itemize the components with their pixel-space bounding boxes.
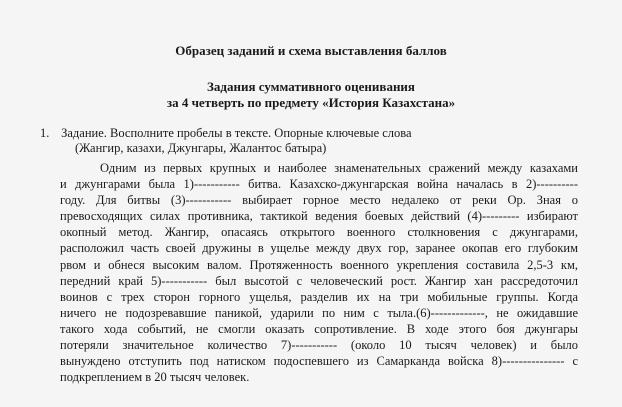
passage-line: году. Для битвы (3)----------- выбирает горное место недалеко от реки Ор. Зная о [60, 193, 578, 208]
passage-text [60, 160, 578, 385]
passage-line: воинов с трех сторон горного ущелья, разделив их на три мобильные группы. Когда [60, 289, 578, 304]
passage-line: потеряли значительное количество 7)----------- (около 10 тысяч человек) и было [60, 338, 578, 353]
passage-line: расположил часть своей дружины в ущелье между двух гор, заранее окопав его глубоким [60, 241, 578, 256]
task-instruction [40, 125, 412, 141]
passage-line: такого хода событий, не смогли оказать сопротивление. В ходе этого боя джунгары [60, 321, 578, 336]
task-instruction-text: Задание. Восполните пробелы в тексте. Опорные ключевые слова [61, 126, 412, 140]
task-keywords: (Жангир, казахи, Джунгары, Жалантос батыра) [75, 141, 327, 155]
document-title: Образец заданий и схема выставления баллов [175, 43, 447, 58]
assessment-subtitle: Задания суммативного оценивания [207, 79, 415, 94]
passage-line: передний край 5)----------- был высотой с человеческий рост. Жангир хан рассредоточил [60, 273, 578, 288]
passage-line: подкреплением в 20 тысяч человек. [60, 370, 250, 385]
passage-line: Одним из первых крупных и наиболее знаменательных сражений между казахами [100, 161, 578, 175]
task-number: 1. [40, 126, 50, 140]
passage-line: вынуждено отступить под натиском подоспевшего из Самарканда войска 8)--------------- с [60, 354, 578, 369]
passage-line: и джунгарами была 1)----------- битва. Казахско-джунгарская война началась в 2)---------- [60, 177, 578, 192]
passage-line: ничего не подозревавшие паникой, ударили по ним с тыла.(6)-------------, не ожидавшие [60, 305, 578, 320]
passage-line: превосходящих силах противника, тактикой ведения боевых действий (4)--------- избирают [60, 209, 578, 224]
passage-line: рвом и обнеся высоким валом. Протяженность военного укрепления составила 2,5-3 км, [60, 257, 578, 272]
quarter-subject-subtitle: за 4 четверть по предмету «История Казахстана» [166, 95, 456, 110]
passage-line: окопный метод. Жангир, опасаясь открытого военного столкновения с джунгарами, [60, 225, 578, 240]
